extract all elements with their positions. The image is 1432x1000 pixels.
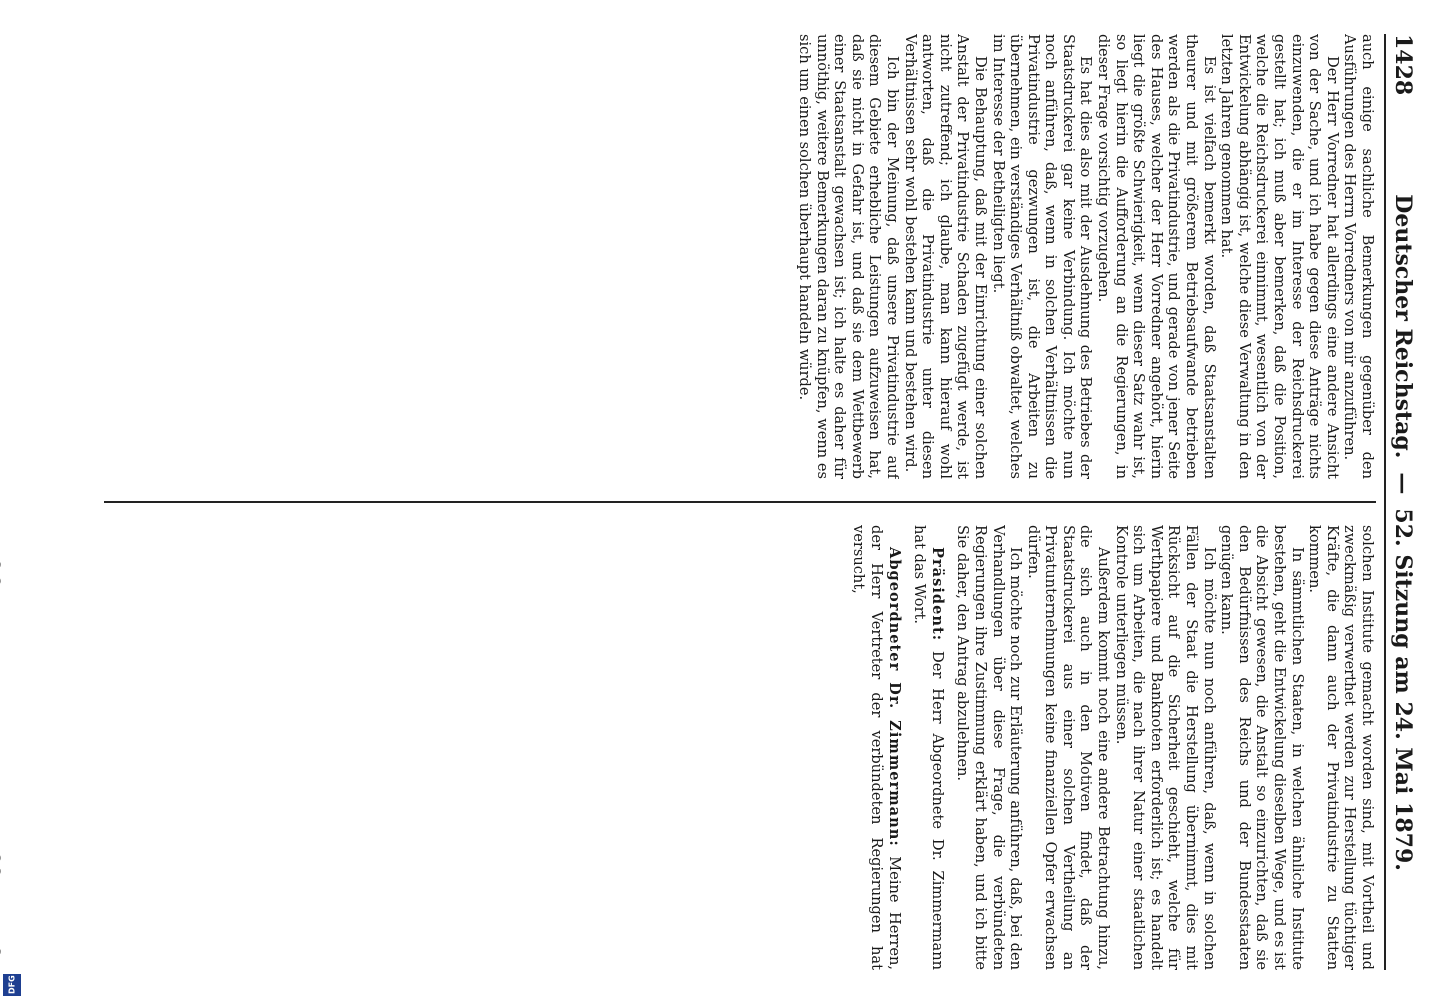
rotated-page (90, 22, 1420, 982)
text-columns (104, 34, 1376, 970)
paragraph: Ich möchte nun noch anführen, daß, wenn in solchen Fällen der Staat die Herstellung übernimmt, dies mit Rücksicht auf die Sicherheit geschieht, welche für Werthpapiere und Banknoten erforderlich ist; es handelt sich um Arbeiten, die nach ihrer Natur einer staatlichen Kontrole unterliegen müssen. (1112, 525, 1218, 970)
speaker-text: Meine Herren, der Herr Vertreter der verbündeten Regierungen hat versucht, (850, 525, 903, 970)
paragraph: Es ist vielfach bemerkt worden, daß Staatsanstalten theurer und mit größerem Betriebsaufwande betrieben werden als die Privatindustrie, und gerade von jener Seite des Hauses, welcher der Herr Vorredner angehört, hierin liegt die größte Schwierigkeit, wenn dieser Satz wahr ist, so liegt hierin die Aufforderung an die Regierungen, in dieser Frage vorsichtig vorzugehen. (1095, 34, 1218, 479)
dfg-logo: DFG (3, 974, 21, 996)
page-header (1384, 34, 1420, 970)
speaker-label: Präsident: (928, 547, 946, 642)
page-number: 1428 (1390, 34, 1416, 96)
column-divider (104, 501, 1376, 503)
digitization-sidebar (0, 0, 26, 1000)
digitization-credit (0, 90, 4, 970)
header-dash: — (1390, 472, 1416, 495)
header-center (1390, 194, 1416, 871)
session-title: 52. Sitzung am 24. Mai 1879. (1390, 508, 1416, 871)
paragraph: Der Herr Vorredner hat allerdings eine andere Ansicht von der Sache, und ich habe gegen diese Anträge nichts einzuwenden, die er im Interesse der Reichsdruckerei gestellt hat; ich muß aber bemerken, daß die Position, welche die Reichsdruckerei einnimmt, wesentlich von der Entwickelung abhängig ist, welche diese Verwaltung in den letzten Jahren genommen hat. (1218, 34, 1341, 479)
paragraph: In sämmtlichen Staaten, in welchen ähnliche Institute bestehen, geht die Entwickelung dieselben Wege, und es ist die Absicht gewesen, die Anstalt so einzurichten, daß sie den Bedürfnissen des Reichs und der Bundesstaaten genügen kann. (1218, 525, 1306, 970)
paragraph: Außerdem kommt noch eine andere Betrachtung hinzu, die sich auch in den Motiven findet, daß der Staatsdruckerei aus einer solchen Vertheilung an Privatunternehmungen keine finanziellen Opfer erwachsen dürfen. (1024, 525, 1113, 970)
paragraph: Ich bin der Meinung, daß unsere Privatindustrie auf diesem Gebiete erhebliche Leistungen aufzuweisen hat, daß sie nicht in Gefahr ist, und daß sie dem Wettbewerb einer Staatsanstalt gewachsen ist; ich halte es daher für unnöthig, weitere Bemerkungen daran zu knüpfen, wenn es sich um einen solchen überhaupt handeln würde. (796, 34, 901, 479)
paragraph: solchen Institute gemacht worden sind, mit Vortheil und zweckmäßig verwerthet werden zur Herstellung tüchtiger Kräfte, die dann auch der Privatindustrie zu Statten kommen. (1306, 525, 1376, 970)
paragraph: Die Behauptung, daß mit der Einrichtung einer solchen Anstalt der Privatindustrie Schaden zugefügt werde, ist nicht zutreffend; ich glaube, man kann hierauf wohl antworten, daß die Privatindustrie unter diesen Verhältnissen sehr wohl bestehen kann und bestehen wird. (901, 34, 989, 479)
speaker-paragraph (850, 525, 903, 970)
paragraph: auch einige sachliche Bemerkungen gegenüber den Ausführungen des Herrn Vorredners von mir anzuführen. (1341, 34, 1376, 479)
publication-title: Deutscher Reichstag. (1390, 194, 1416, 459)
paragraph: Es hat dies also mit der Ausdehnung des Betriebes der Staatsdruckerei gar keine Verbindung. Ich möchte nun noch anführen, daß, wenn in solchen Verhältnissen die Privatindustrie gezwungen ist, die Arbeiten zu übernehmen, ein verständiges Verhältniß obwaltet, welches im Interesse der Betheiligten liegt. (989, 34, 1095, 479)
paragraph: Ich möchte noch zur Erläuterung anführen, daß, bei den Verhandlungen über diese Frage, die verbündeten Regierungen ihre Zustimmung erklärt haben, und ich bitte Sie daher, den Antrag abzulehnen. (954, 525, 1025, 970)
speaker-text: Der Herr Abgeordnete Dr. Zimmermann hat das Wort. (911, 525, 946, 970)
speaker-paragraph (911, 525, 946, 970)
right-column (104, 525, 1376, 970)
speaker-label: Abgeordneter Dr. Zimmermann: (885, 547, 903, 847)
left-column (104, 34, 1376, 479)
